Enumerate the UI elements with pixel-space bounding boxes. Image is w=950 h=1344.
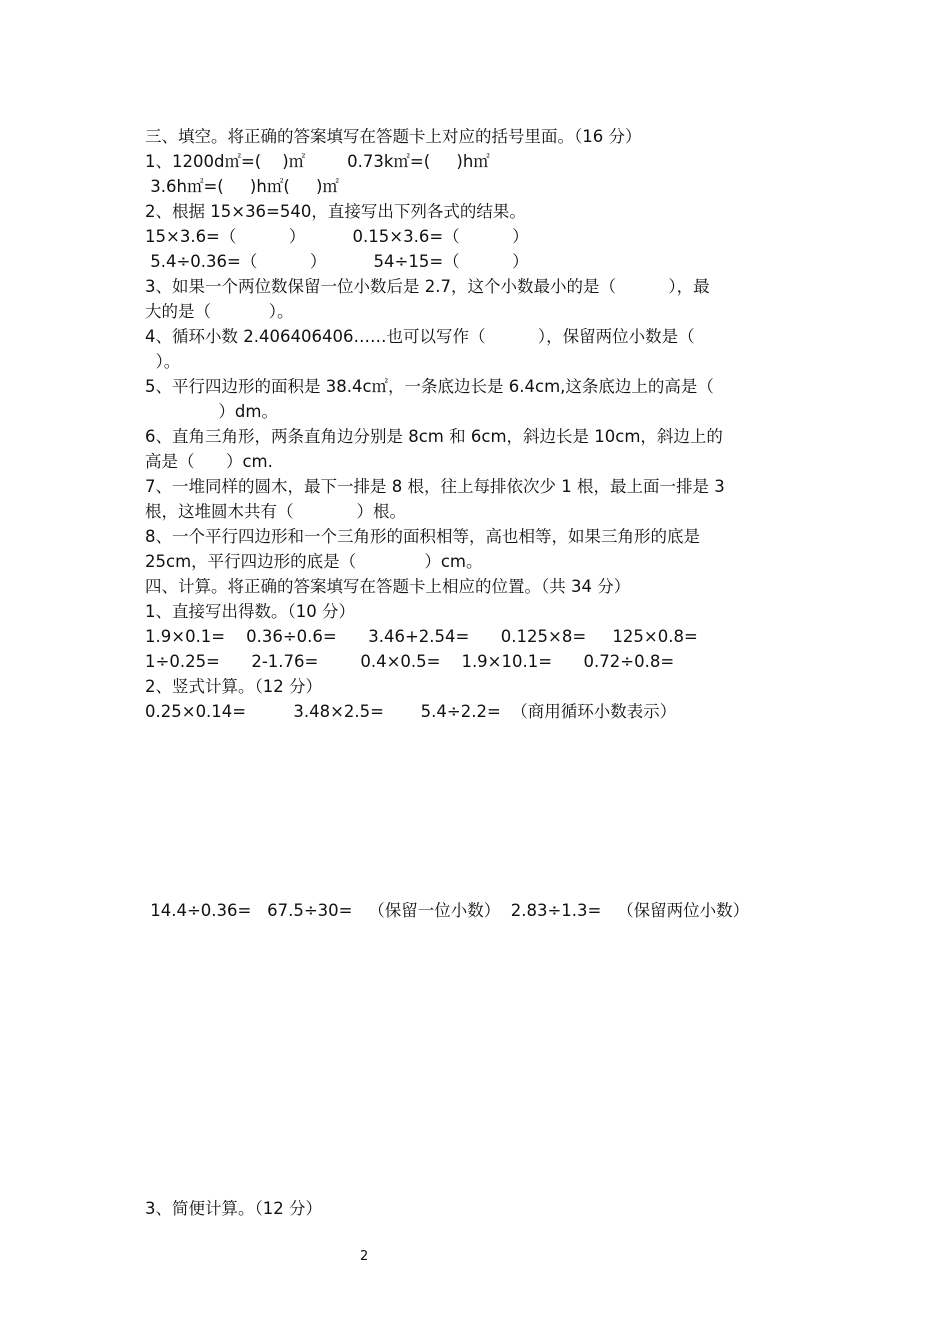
question-8-line-1: 8、一个平行四边形和一个三角形的面积相等，高也相等，如果三角形的底是 (145, 527, 700, 546)
question-4-line-1: 4、循环小数 2.406406406……也可以写作（ ），保留两位小数是（ (145, 327, 695, 346)
question-2-line-3: 5.4÷0.36=（ ） 54÷15=（ ） (145, 252, 529, 271)
section-3-heading: 三、填空。将正确的答案填写在答题卡上对应的括号里面。（16 分） (145, 127, 642, 146)
question-3-line-2: 大的是（ ）。 (145, 302, 294, 321)
question-5-line-1: 5、平行四边形的面积是 38.4c㎡，一条底边长是 6.4cm,这条底边上的高是（ (145, 377, 714, 396)
question-1-line-1: 1、1200d㎡=( )㎡ 0.73k㎡=( )h㎡ (145, 152, 490, 171)
question-1-line-2: 3.6h㎡=( )h㎡( )㎡ (145, 177, 339, 196)
question-2-line-2: 15×3.6=（ ） 0.15×3.6=（ ） (145, 227, 529, 246)
question-7-line-2: 根，这堆圆木共有（ ）根。 (145, 502, 406, 521)
question-7-line-1: 7、一堆同样的圆木，最下一排是 8 根，往上每排依次少 1 根，最上面一排是 3 (145, 477, 725, 496)
part-1-title: 1、直接写出得数。（10 分） (145, 602, 355, 621)
part-2-row-2: 14.4÷0.36= 67.5÷30= （保留一位小数） 2.83÷1.3= （保留两位小数） (145, 901, 750, 920)
page-number: 2 (360, 1249, 369, 1264)
part-1-row-1: 1.9×0.1= 0.36÷0.6= 3.46+2.54= 0.125×8= 125×0.8= (145, 627, 698, 646)
question-4-line-2: ）。 (145, 352, 181, 371)
part-2-row-1: 0.25×0.14= 3.48×2.5= 5.4÷2.2= （商用循环小数表示） (145, 702, 677, 721)
part-3-title: 3、简便计算。（12 分） (145, 1199, 322, 1218)
question-6-line-1: 6、直角三角形，两条直角边分别是 8cm 和 6cm，斜边长是 10cm，斜边上的 (145, 427, 723, 446)
question-5-line-2: ）dm。 (145, 402, 278, 421)
question-3-line-1: 3、如果一个两位数保留一位小数后是 2.7，这个小数最小的是（ ），最 (145, 277, 710, 296)
question-6-line-2: 高是（ ）cm. (145, 452, 273, 471)
question-8-line-2: 25cm，平行四边形的底是（ ）cm。 (145, 552, 483, 571)
part-1-row-2: 1÷0.25= 2-1.76= 0.4×0.5= 1.9×10.1= 0.72÷0.8= (145, 652, 675, 671)
section-4-heading: 四、计算。将正确的答案填写在答题卡上相应的位置。（共 34 分） (145, 577, 631, 596)
question-2-line-1: 2、根据 15×36=540，直接写出下列各式的结果。 (145, 202, 526, 221)
part-2-title: 2、竖式计算。（12 分） (145, 677, 322, 696)
